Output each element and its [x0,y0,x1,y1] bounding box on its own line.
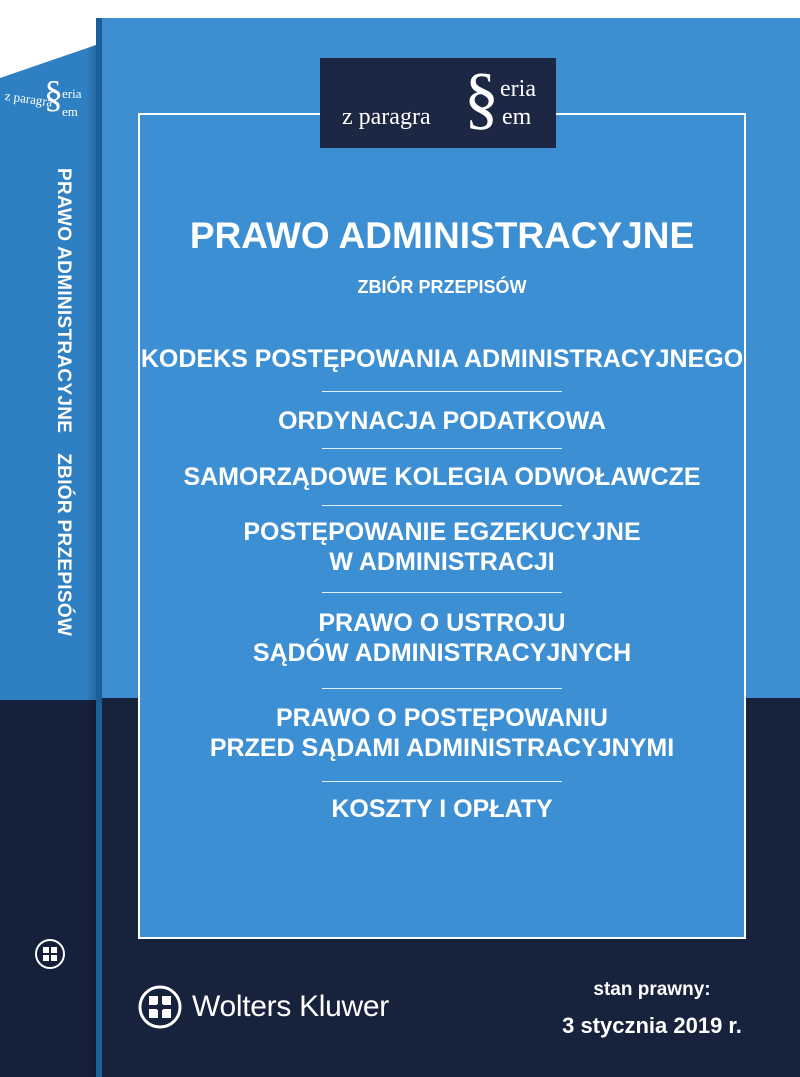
spine-publisher-icon [34,938,66,970]
series-logo-box [320,58,556,148]
separator-line [322,781,562,782]
paragraph-icon: § [464,60,499,137]
spine-series-prefix: z paragra [3,88,54,110]
act-title: PRAWO O POSTĘPOWANIU PRZED SĄDAMI ADMINISTRACYJNYMI [209,704,675,762]
series-word1: eria [500,76,536,102]
publisher-name: Wolters Kluwer [192,990,389,1023]
act-title: PRAWO O USTROJU SĄDÓW ADMINISTRACYJNYCH [252,609,632,667]
book-title: PRAWO ADMINISTRACYJNE [189,215,695,256]
book-subtitle: ZBIÓR PRZEPISÓW [357,277,527,297]
cover-edge [96,18,102,1077]
spine-paragraph-icon: § [44,74,63,116]
spine-title: PRAWO ADMINISTRACYJNE [53,168,74,434]
publisher-logo [138,984,389,1030]
separator-line [322,391,562,392]
separator-line [322,592,562,593]
separator-line [322,505,562,506]
act-title: KODEKS POSTĘPOWANIA ADMINISTRACYJNEGO [140,345,744,373]
act-title: ORDYNACJA PODATKOWA [278,407,606,435]
series-prefix: z paragra [342,104,431,130]
spine-subtitle: ZBIÓR PRZEPISÓW [53,453,74,637]
act-title: KOSZTY I OPŁATY [331,795,553,823]
act-title: POSTĘPOWANIE EGZEKUCYJNE W ADMINISTRACJI [243,518,641,576]
separator-line [322,688,562,689]
separator-line [322,448,562,449]
spine-series-word1: eria [62,86,82,101]
legal-state-date: 3 stycznia 2019 r. [562,1013,742,1038]
spine-title-text [52,168,74,636]
spine-series-word2: em [62,104,78,119]
legal-state [540,978,764,1042]
legal-state-label: stan prawny: [593,979,711,1000]
wolters-kluwer-logo-icon [138,985,182,1029]
act-title: SAMORZĄDOWE KOLEGIA ODWOŁAWCZE [183,463,701,491]
spine-series-logo [3,74,96,146]
series-word2: em [502,104,532,130]
book-spine [0,0,100,1077]
